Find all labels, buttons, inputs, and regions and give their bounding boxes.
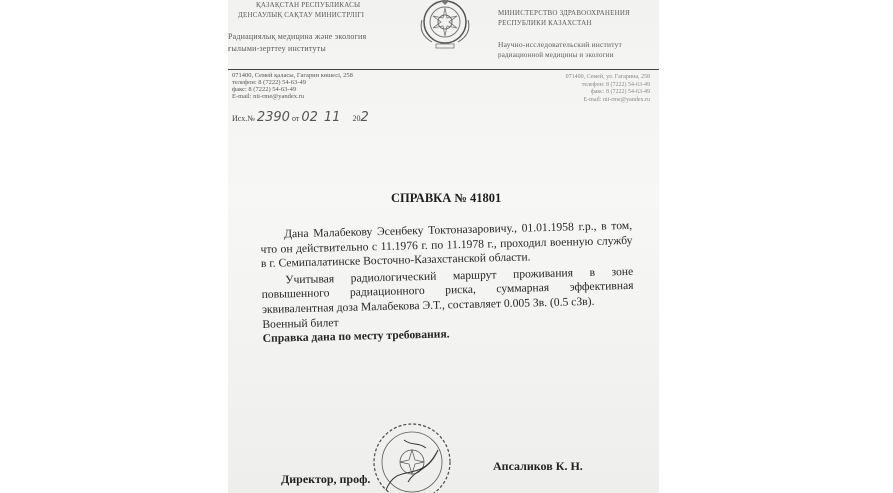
contact-line: телефон: 8 (7222) 54-63-49 [581,81,650,88]
header-right-line: РЕСПУБЛИКИ КАЗАХСТАН [498,19,592,27]
contact-line: факс: 8 (7222) 54-63-49 [590,89,650,95]
state-emblem-icon [414,0,476,52]
header-left-line: ҚАЗАҚСТАН РЕСПУБЛИКАСЫ [256,1,361,9]
contact-line: E-mail: nii-rme@yandex.ru [232,93,305,100]
body-paragraph-dose: Учитывая радиологический маршрут проживания в зоне повышенного радиационного риска, суммарная эффективная эквивалентная доза Малабекова Э.Т., составляет 0.005 Зв. (0.5 сЗв). [261,264,634,316]
ref-year-suffix: 20 [352,114,361,123]
header-right-line: радиационной медицины и экологии [498,51,614,59]
header-left-line: ғылыми-зерттеу институты [228,44,326,53]
document-body [260,219,635,347]
document-title: СПРАВКА № 41801 [391,191,502,205]
body-line-military-id: Военный билет [262,315,339,331]
header-divider [228,69,659,70]
outgoing-reference [232,110,369,125]
header-right-line: Научно-исследовательский институт [498,40,623,49]
signer-name: Апсаликов К. Н. [493,459,583,473]
document-page [228,0,659,493]
header-right-russian [498,8,658,60]
contact-line: факс: 8 (7222) 54-63-49 [232,86,297,93]
contacts-right [558,74,650,104]
contact-line: 071400, Семей қаласы, Гагарин көшесі, 258 [232,72,353,79]
ref-prefix: Исх.№ [232,114,255,123]
ref-number: 2390 [256,110,290,125]
header-right-line: МИНИСТЕРСТВО ЗДРАВООХРАНЕНИЯ [498,9,630,17]
body-line-issued: Справка дана по месту требования. [262,327,450,346]
ref-from-label: от [291,114,300,123]
contact-line: 071400, Семей, ул. Гагарина, 258 [565,74,650,80]
body-paragraph-service: Дана Малабекову Эсенбеку Токтоназаровичу., 01.01.1958 г.р., в том, что он действительно с 11.1976 г. по 11.1978 г., проходил военную службу в г. Семипалатинске Восточно-Казахстанской области. [260,218,633,271]
contacts-left [232,72,353,100]
header-left-line: ДЕНСАУЛЫҚ САҚТАУ МИНИСТРЛІГІ [238,11,365,19]
header-left-kazakh [228,0,408,54]
ref-day: 02 [301,110,318,125]
signer-title: Директор, проф. [281,472,371,486]
ref-year-handwritten: 2 [360,110,369,125]
round-seal-icon [368,420,456,493]
contact-line: телефон: 8 (7222) 54-63-49 [232,79,306,86]
ref-month: 11 [323,110,341,125]
contact-line: E-mail: nii-rme@yandex.ru [583,96,650,103]
header-left-line: Радиациялық медицина және экология [228,32,367,41]
